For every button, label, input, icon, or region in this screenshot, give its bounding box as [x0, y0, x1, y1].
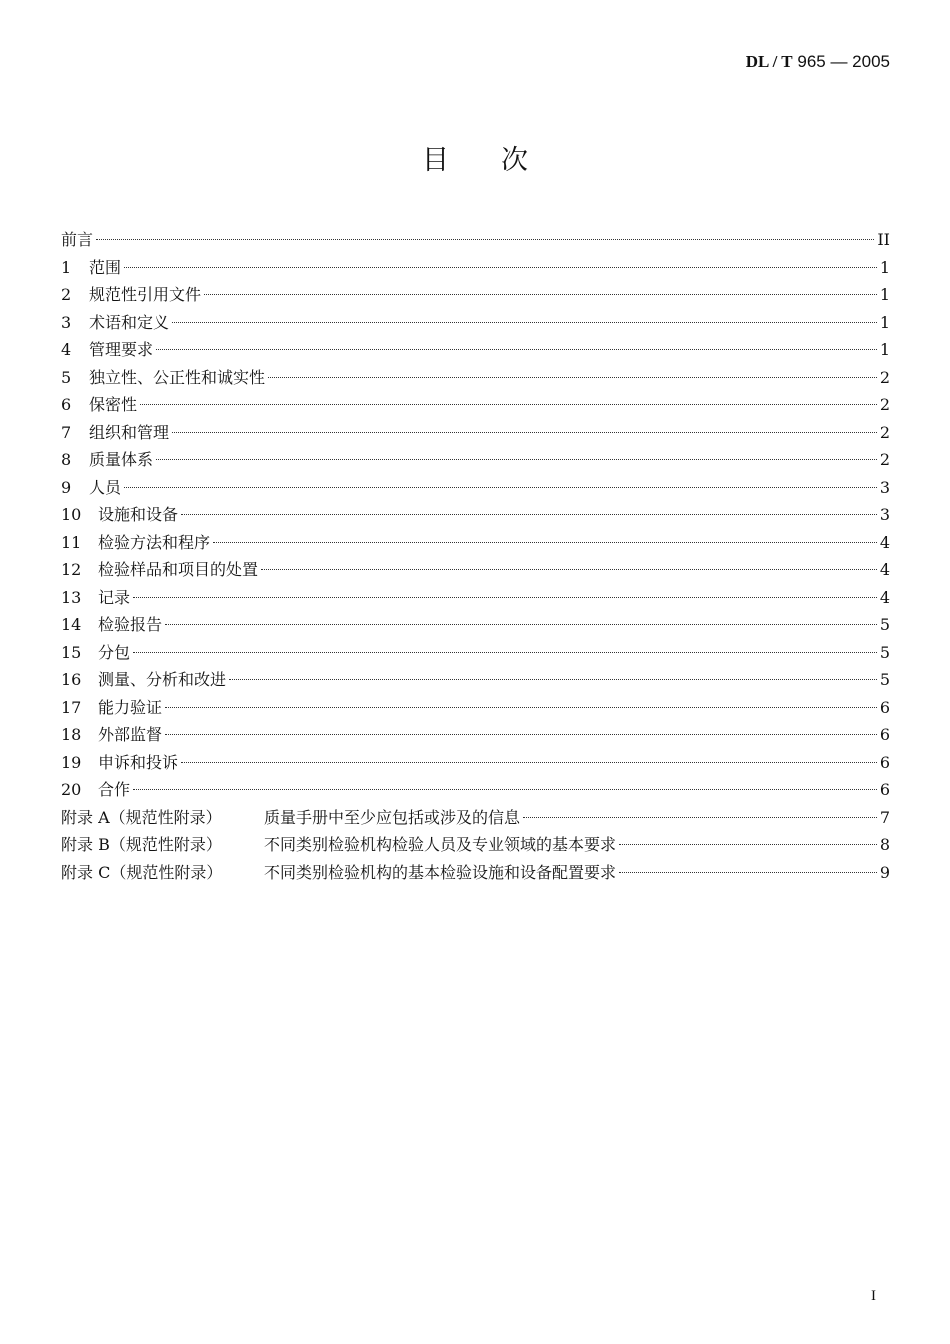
- table-of-contents: [61, 226, 890, 886]
- toc-entry-number: 10: [61, 505, 82, 524]
- toc-entry-page: 4: [879, 532, 890, 552]
- toc-entry-number: 14: [61, 615, 82, 634]
- toc-leader-dots: [261, 569, 877, 570]
- toc-entry-number: 4: [61, 340, 72, 359]
- toc-entry-15[interactable]: [61, 639, 890, 667]
- toc-leader-dots: [165, 734, 877, 735]
- toc-entry-label: 分包: [98, 642, 131, 662]
- toc-entry-1[interactable]: [61, 254, 890, 282]
- toc-leader-dots: [181, 514, 877, 515]
- toc-entry-label: 申诉和投诉: [98, 752, 179, 772]
- toc-entry-label: 质量手册中至少应包括或涉及的信息: [264, 807, 521, 827]
- toc-entry-label: 设施和设备: [98, 505, 179, 524]
- toc-entry-appendix-a[interactable]: [61, 804, 890, 832]
- toc-entry-page: 6: [879, 697, 890, 717]
- toc-leader-dots: [229, 679, 877, 680]
- toc-entry-number: 19: [61, 752, 82, 772]
- toc-entry-number: 18: [61, 725, 82, 744]
- toc-entry-2[interactable]: [61, 281, 890, 309]
- toc-entry-number: 17: [61, 697, 82, 717]
- toc-leader-dots: [268, 377, 877, 378]
- toc-entry-label: 测量、分析和改进: [98, 670, 227, 689]
- toc-entry-page: 4: [879, 587, 890, 607]
- toc-entry-label: 记录: [98, 587, 131, 607]
- toc-entry-label: 人员: [89, 477, 122, 497]
- toc-entry-label: 检验样品和项目的处置: [98, 560, 259, 579]
- toc-leader-dots: [523, 817, 877, 818]
- toc-entry-number: 7: [61, 422, 72, 442]
- toc-entry-number: 15: [61, 642, 82, 662]
- toc-leader-dots: [619, 844, 877, 845]
- toc-entry-label: 前言: [61, 230, 94, 249]
- toc-leader-dots: [165, 624, 877, 625]
- toc-entry-page: 5: [879, 642, 890, 662]
- toc-leader-dots: [619, 872, 877, 873]
- toc-entry-page: 2: [879, 450, 890, 469]
- toc-entry-page: 2: [879, 395, 890, 414]
- toc-entry-label: 检验报告: [98, 615, 163, 634]
- toc-entry-label: 质量体系: [89, 450, 154, 469]
- toc-leader-dots: [156, 459, 877, 460]
- toc-entry-page: 6: [879, 752, 890, 772]
- toc-leader-dots: [124, 487, 877, 488]
- toc-leader-dots: [133, 597, 877, 598]
- toc-leader-dots: [172, 322, 877, 323]
- toc-entry-page: 6: [879, 780, 890, 799]
- toc-entry-4[interactable]: [61, 336, 890, 364]
- toc-entry-appendix-c[interactable]: [61, 859, 890, 887]
- toc-entry-page: 2: [879, 422, 890, 442]
- toc-entry-label: 不同类别检验机构检验人员及专业领域的基本要求: [264, 835, 617, 854]
- toc-entry-9[interactable]: [61, 474, 890, 502]
- toc-entry-number: 1: [61, 257, 72, 277]
- toc-entry-12[interactable]: [61, 556, 890, 584]
- toc-entry-page: 5: [879, 615, 890, 634]
- standard-code: [746, 52, 890, 72]
- toc-entry-preface[interactable]: [61, 226, 890, 254]
- toc-entry-number: 5: [61, 367, 72, 387]
- toc-leader-dots: [96, 239, 874, 240]
- toc-entry-18[interactable]: [61, 721, 890, 749]
- toc-entry-10[interactable]: [61, 501, 890, 529]
- toc-entry-label: 管理要求: [89, 340, 154, 359]
- toc-entry-14[interactable]: [61, 611, 890, 639]
- page-title: 目次: [422, 145, 580, 176]
- toc-entry-11[interactable]: [61, 529, 890, 557]
- toc-entry-number: 11: [61, 532, 82, 552]
- toc-entry-20[interactable]: [61, 776, 890, 804]
- page-number: I: [871, 1288, 876, 1304]
- toc-entry-label: 独立性、公正性和诚实性: [89, 367, 266, 387]
- toc-leader-dots: [181, 762, 877, 763]
- toc-entry-number: 13: [61, 587, 82, 607]
- toc-entry-5[interactable]: [61, 364, 890, 392]
- toc-entry-page: 7: [879, 807, 890, 827]
- toc-entry-label: 合作: [98, 780, 131, 799]
- toc-leader-dots: [165, 707, 877, 708]
- toc-entry-number: 9: [61, 477, 72, 497]
- toc-entry-appendix-b[interactable]: [61, 831, 890, 859]
- toc-entry-label: 规范性引用文件: [89, 285, 202, 304]
- toc-entry-17[interactable]: [61, 694, 890, 722]
- toc-entry-page: 3: [879, 477, 890, 497]
- toc-entry-page: 6: [879, 725, 890, 744]
- toc-entry-number: 2: [61, 285, 72, 304]
- toc-leader-dots: [172, 432, 877, 433]
- toc-entry-label: 检验方法和程序: [98, 532, 211, 552]
- toc-entry-label: 外部监督: [98, 725, 163, 744]
- toc-entry-page: 9: [879, 862, 890, 882]
- toc-entry-label: 不同类别检验机构的基本检验设施和设备配置要求: [264, 862, 617, 882]
- toc-leader-dots: [133, 789, 877, 790]
- toc-entry-13[interactable]: [61, 584, 890, 612]
- toc-entry-label: 组织和管理: [89, 422, 170, 442]
- toc-entry-7[interactable]: [61, 419, 890, 447]
- toc-entry-6[interactable]: [61, 391, 890, 419]
- toc-leader-dots: [204, 294, 877, 295]
- toc-entry-16[interactable]: [61, 666, 890, 694]
- toc-entry-8[interactable]: [61, 446, 890, 474]
- toc-entry-number: 3: [61, 312, 72, 332]
- toc-entry-number: 16: [61, 670, 82, 689]
- toc-leader-dots: [140, 404, 877, 405]
- toc-entry-number: 12: [61, 560, 82, 579]
- toc-leader-dots: [156, 349, 877, 350]
- toc-entry-page: 1: [879, 340, 890, 359]
- toc-leader-dots: [133, 652, 877, 653]
- toc-entry-page: 3: [879, 505, 890, 524]
- toc-entry-page: 1: [879, 257, 890, 277]
- toc-entry-19[interactable]: [61, 749, 890, 777]
- toc-leader-dots: [124, 267, 877, 268]
- toc-entry-number: 20: [61, 780, 82, 799]
- toc-entry-page: 8: [879, 835, 890, 854]
- toc-entry-label: 能力验证: [98, 697, 163, 717]
- toc-entry-page: 5: [879, 670, 890, 689]
- toc-entry-page: 4: [879, 560, 890, 579]
- toc-entry-page: 1: [879, 285, 890, 304]
- standard-number: 965 — 2005: [797, 52, 890, 71]
- toc-leader-dots: [213, 542, 877, 543]
- toc-entry-number: 附录 C（规范性附录）: [61, 862, 223, 882]
- toc-entry-number: 附录 A（规范性附录）: [61, 807, 222, 827]
- toc-entry-number: 6: [61, 395, 72, 414]
- toc-entry-label: 保密性: [89, 395, 138, 414]
- toc-entry-page: II: [877, 230, 890, 249]
- standard-prefix: DL / T: [745, 52, 793, 71]
- toc-entry-page: 2: [879, 367, 890, 387]
- toc-entry-page: 1: [879, 312, 890, 332]
- toc-entry-number: 8: [61, 450, 72, 469]
- toc-entry-3[interactable]: [61, 309, 890, 337]
- toc-entry-label: 范围: [89, 257, 122, 277]
- toc-entry-label: 术语和定义: [89, 312, 170, 332]
- toc-entry-number: 附录 B（规范性附录）: [61, 835, 222, 854]
